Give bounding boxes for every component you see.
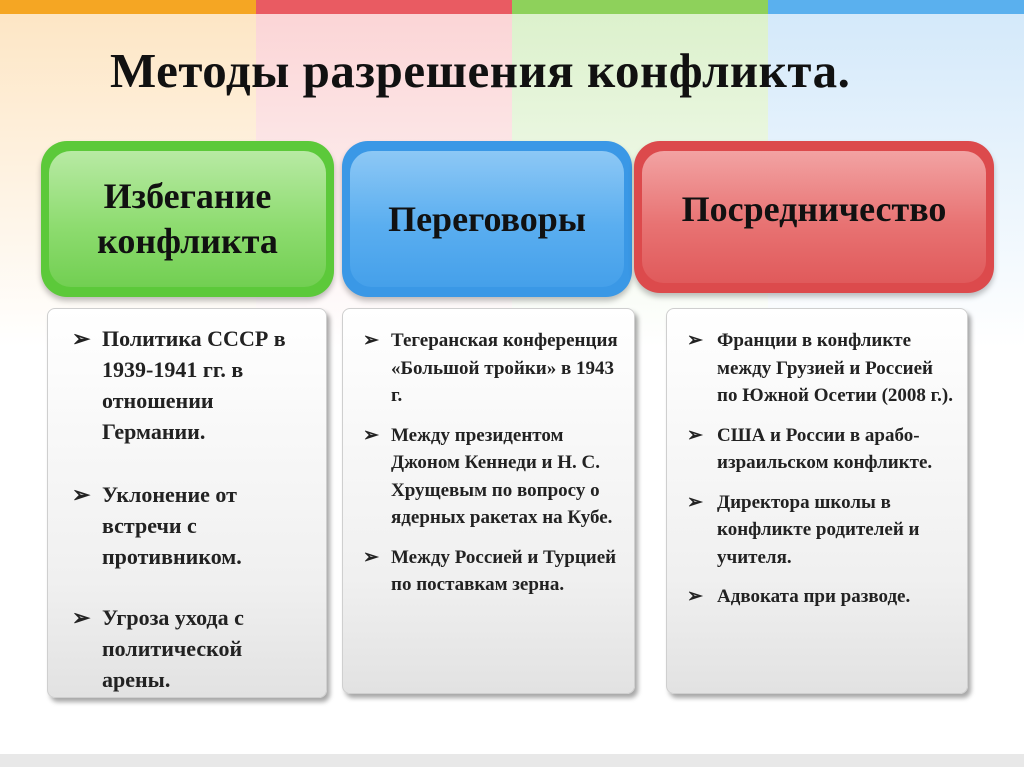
top-bar-red: [256, 0, 512, 14]
list-item: [363, 422, 622, 532]
top-bar-orange: [0, 0, 256, 14]
list-item-text: Политика СССР в 1939-1941 гг. в отношении Германии.: [102, 326, 286, 444]
header-negotiations: [342, 141, 632, 297]
arrow-bullet-icon: ➢: [363, 424, 379, 446]
list-item-text: Уклонение от встречи с противником.: [102, 482, 242, 569]
list-avoidance: [48, 309, 326, 695]
list-item: [687, 327, 955, 410]
header-avoidance-line-1: Избегание: [103, 176, 272, 216]
arrow-bullet-icon: ➢: [687, 330, 703, 351]
list-item-text: Между президентом Джоном Кеннеди и Н. С. Хрущевым по вопросу о ядерных ракетах на Кубе.: [391, 424, 613, 528]
list-item: [363, 544, 622, 599]
list-item: [72, 323, 312, 447]
arrow-bullet-icon: ➢: [363, 546, 379, 568]
arrow-bullet-icon: ➢: [72, 482, 91, 507]
list-item-text: Франции в конфликте между Грузией и Россией по Южной Осетии (2008 г.).: [717, 330, 953, 406]
arrow-bullet-icon: ➢: [72, 326, 91, 351]
header-mediation-label: Посредничество: [681, 188, 947, 229]
header-avoidance: [41, 141, 334, 297]
top-color-bars: [0, 0, 1024, 14]
arrow-bullet-icon: ➢: [687, 491, 703, 513]
arrow-bullet-icon: ➢: [363, 330, 379, 351]
list-item-text: Тегеранская конференция «Большой тройки» в 1943 г.: [391, 330, 618, 406]
list-item-text: США и России в арабо-израильском конфликте.: [717, 424, 933, 473]
list-item: [72, 602, 312, 695]
top-bar-blue: [768, 0, 1024, 14]
list-item-text: Между Россией и Турцией по поставкам зерна.: [391, 546, 617, 595]
list-item: [363, 327, 622, 410]
list-mediation: [667, 309, 967, 611]
list-item: [687, 583, 955, 611]
arrow-bullet-icon: ➢: [72, 605, 91, 630]
card-mediation: [666, 308, 968, 694]
arrow-bullet-icon: ➢: [687, 586, 703, 607]
list-item-text: Адвоката при разводе.: [717, 586, 911, 607]
card-avoidance: [47, 308, 327, 698]
header-negotiations-label: Переговоры: [388, 198, 586, 239]
card-negotiations: [342, 308, 635, 694]
list-negotiations: [343, 309, 634, 599]
list-item-text: Директора школы в конфликте родителей и учителя.: [717, 491, 920, 568]
header-mediation: [634, 141, 994, 293]
header-avoidance-label: [97, 174, 278, 264]
bottom-divider: [0, 754, 1024, 767]
list-item-text: Угроза ухода с политической арены.: [102, 605, 244, 692]
slide-title: Методы разрешения конфликта.: [110, 43, 851, 98]
list-item: [687, 422, 955, 477]
list-item: [687, 489, 955, 572]
top-bar-green: [512, 0, 768, 14]
arrow-bullet-icon: ➢: [687, 424, 703, 446]
header-avoidance-line-2: конфликта: [97, 221, 278, 261]
list-item: [72, 479, 312, 572]
